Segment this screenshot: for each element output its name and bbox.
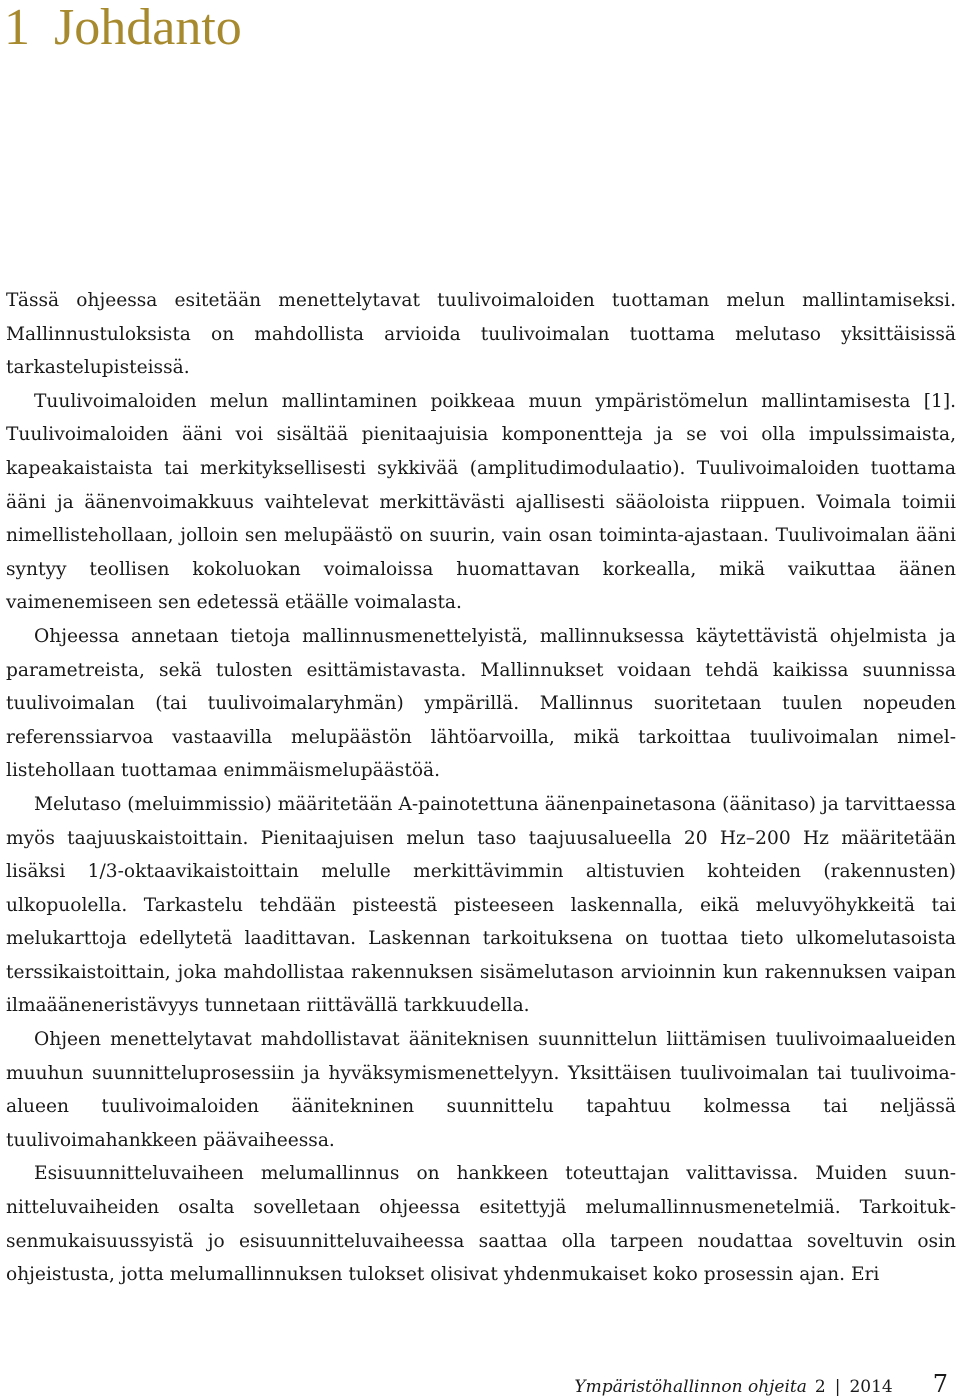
paragraph-5: Ohjeen menettelytavat mahdollistavat ääniteknisen suunnittelun liittämisen tuulivoimaalueiden muuhun suunnitteluprosessiin ja hyväksymismenettelyyn. Yksittäisen tuulivoimalan tai tuulivoima-alueen tuulivoimaloiden äänitekninen suunnittelu tapahtuu kolmessa tai neljässä tuulivoimahankkeen päävaiheessa. bbox=[6, 1029, 956, 1151]
chapter-number: 1 bbox=[4, 0, 30, 56]
footer-issue: 2 bbox=[814, 1377, 826, 1397]
chapter-heading bbox=[4, 0, 242, 56]
footer-year: 2014 bbox=[849, 1377, 893, 1397]
paragraph-1: Tässä ohjeessa esitetään menettelytavat tuulivoimaloiden tuottaman melun mallintamiseksi. Mallinnustuloksista on mahdollista arvioida tuulivoimalan tuottama melutaso yksittäisissä tarkastelupisteissä. bbox=[6, 290, 956, 379]
paragraph-2: Tuulivoimaloiden melun mallintaminen poikkeaa muun ympäristömelun mallintamisesta [1]. Tuulivoimaloiden ääni voi sisältää pienitaajuisia komponentteja ja se voi olla impulssimaista, kapeakaistaista tai merkityksellisesti sykkivää (amplitudimodulaatio). Tuulivoimaloiden tuottama ääni ja äänenvoimakkuus vaihtelevat merkittävästi ajallisesti sääoloista riippuen. Voimala toimii nimellistehollaan, jolloin sen melupäästö on suurin, vain osan toiminta-ajastaan. Tuulivoimalan ääni syntyy teollisen kokoluokan voimaloissa huomattavan korkealla, mikä vaikuttaa äänen vaimenemiseen sen edetessä etäälle voimalasta. bbox=[6, 390, 956, 614]
page-number: 7 bbox=[932, 1370, 948, 1398]
page-footer bbox=[574, 1367, 948, 1397]
paragraph-4: Melutaso (meluimmissio) määritetään A-painotettuna äänenpainetasona (äänitaso) ja tarvittaessa myös taajuuskaistoittain. Pienitaajuisen melun taso taajuusalueella 20 Hz–200 Hz määritetään lisäksi 1/3-oktaavikaistoittain melulle merkittävimmin altistuvien kohteiden (rakennusten) ulkopuolella. Tarkastelu tehdään pisteestä pisteeseen laskennalla, eikä meluvyöhykkeitä tai melukarttoja edellytetä laadittavan. Laskennan tarkoituksena on tuottaa tieto ulkomelutasoista terssikaistoittain, joka mahdollistaa rakennuksen sisämelutason arvioinnin kun rakennuksen vaipan ilmaääneneristävyys tunnetaan riittävällä tarkkuudella. bbox=[6, 793, 956, 1017]
chapter-title: Johdanto bbox=[54, 0, 242, 56]
paragraph-6: Esisuunnitteluvaiheen melumallinnus on hankkeen toteuttajan valittavissa. Muiden suunnitteluvaiheiden osalta sovelletaan ohjeessa esitettyjä melumallinnusmenetelmiä. Tarkoituksenmukaisuussyistä jo esisuunnitteluvaiheessa saattaa olla tarpeen noudattaa soveltuvin osin ohjeistusta, jotta melumallinnuksen tulokset olisivat yhdenmukaiset koko prosessin ajan. Eri bbox=[6, 1163, 956, 1286]
footer-series-title: Ympäristöhallinnon ohjeita bbox=[574, 1377, 807, 1397]
paragraph-3: Ohjeessa annetaan tietoja mallinnusmenettelyistä, mallinnuksessa käytettävistä ohjelmista ja parametreista, sekä tulosten esittämistavasta. Mallinnukset voidaan tehdä kaikissa suunnissa tuulivoimalan (tai tuulivoimalaryhmän) ympärillä. Mallinnus suoritetaan tuulen nopeuden referenssiarvoa vastaavilla melupäästön lähtöarvoilla, mikä tarkoittaa tuulivoimalan nimellistehollaan tuottamaa enimmäismelupäästöä. bbox=[6, 625, 956, 782]
body-text bbox=[6, 284, 956, 1292]
footer-separator: | bbox=[834, 1377, 841, 1397]
